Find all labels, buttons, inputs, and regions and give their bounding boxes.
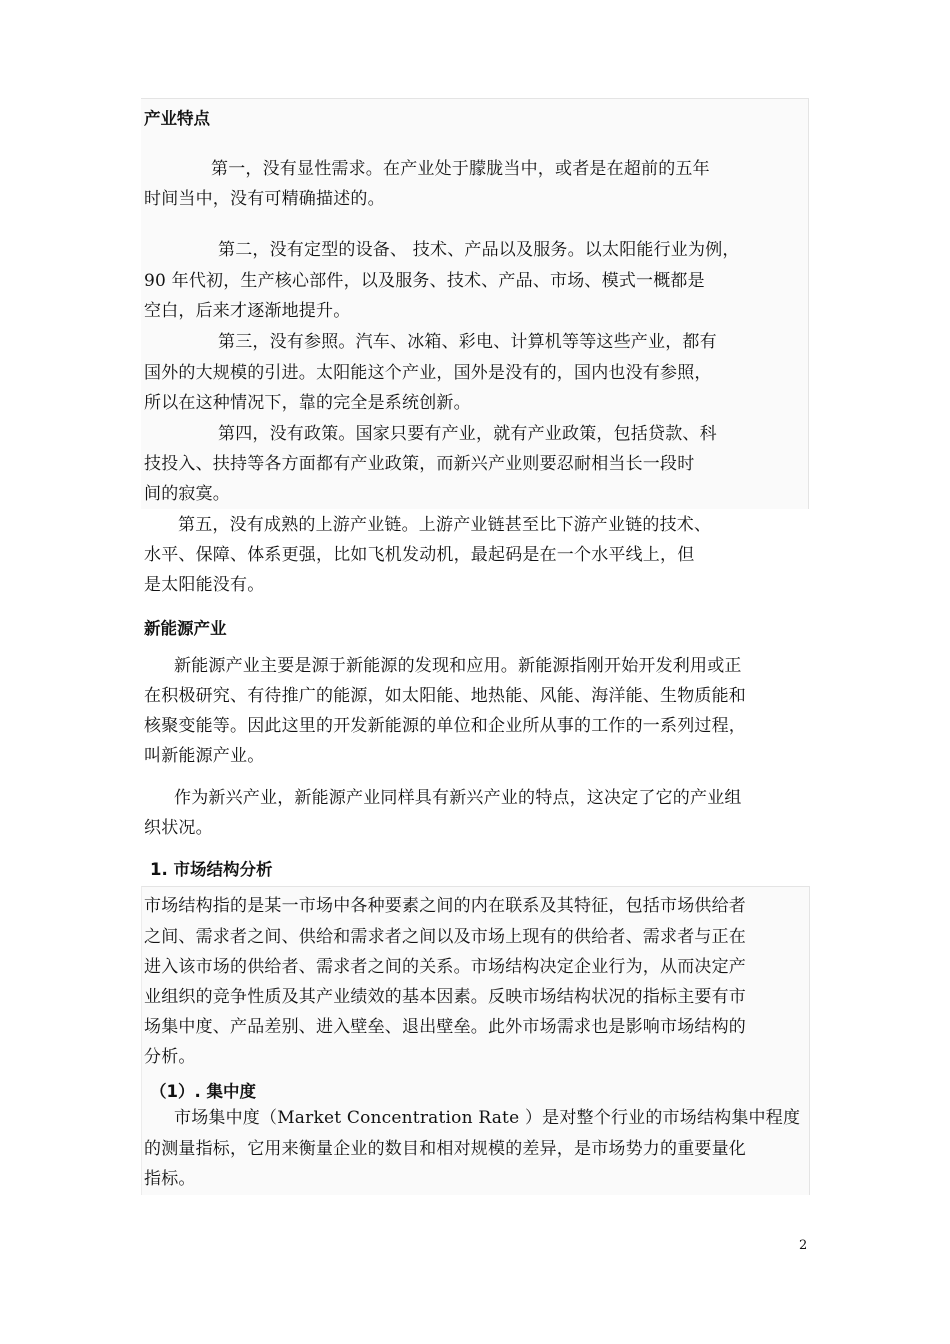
paragraph-line: 的测量指标，它用来衡量企业的数目和相对规模的差异，是市场势力的重要量化: [144, 1139, 746, 1159]
paragraph-line: 是太阳能没有。: [144, 575, 265, 595]
section-heading-industry-features: 产业特点: [144, 109, 210, 128]
paragraph-line: 90 年代初，生产核心部件，以及服务、技术、产品、市场、模式一概都是: [144, 271, 705, 291]
paragraph-line: 之间、需求者之间、供给和需求者之间以及市场上现有的供给者、需求者与正在: [144, 927, 746, 947]
paragraph-line: 叫新能源产业。: [144, 746, 265, 766]
paragraph-line: 第二，没有定型的设备、 技术、产品以及服务。以太阳能行业为例，: [218, 240, 740, 260]
paragraph-line: 技投入、扶持等各方面都有产业政策，而新兴产业则要忍耐相当长一段时: [144, 454, 695, 474]
sub-heading-concentration: （1）. 集中度: [150, 1082, 256, 1101]
section-heading-new-energy: 新能源产业: [144, 619, 227, 638]
paragraph-line: 时间当中，没有可精确描述的。: [144, 189, 385, 209]
paragraph-line: 业组织的竞争性质及其产业绩效的基本因素。反映市场结构状况的指标主要有市: [144, 987, 746, 1007]
paragraph-line: 分析。: [144, 1047, 196, 1067]
paragraph-line: 新能源产业主要是源于新能源的发现和应用。新能源指刚开始开发利用或正: [174, 656, 742, 676]
paragraph-line: 水平、保障、体系更强，比如飞机发动机，最起码是在一个水平线上，但: [144, 545, 695, 565]
paragraph-line: 市场结构指的是某一市场中各种要素之间的内在联系及其特征，包括市场供给者: [144, 896, 746, 916]
page-number: 2: [799, 1238, 808, 1253]
paragraph-line: 间的寂寞。: [144, 484, 230, 504]
paragraph-line: 织状况。: [144, 818, 213, 838]
section-heading-market-structure: 1. 市场结构分析: [150, 860, 273, 879]
paragraph-line: 市场集中度（Market Concentration Rate ）是对整个行业的市场结构集中程度: [174, 1108, 801, 1128]
paragraph-line: 指标。: [144, 1169, 196, 1189]
paragraph-line: 第四，没有政策。国家只要有产业，就有产业政策，包括贷款、科: [218, 424, 717, 444]
paragraph-line: 作为新兴产业，新能源产业同样具有新兴产业的特点，这决定了它的产业组: [174, 788, 742, 808]
paragraph-line: 进入该市场的供给者、需求者之间的关系。市场结构决定企业行为，从而决定产: [144, 957, 746, 977]
paragraph-line: 国外的大规模的引进。太阳能这个产业，国外是没有的，国内也没有参照，: [144, 363, 712, 383]
paragraph-line: 第一，没有显性需求。在产业处于朦胧当中，或者是在超前的五年: [211, 159, 710, 179]
paragraph-line: 空白，后来才逐渐地提升。: [144, 301, 351, 321]
paragraph-line: 第五，没有成熟的上游产业链。上游产业链甚至比下游产业链的技术、: [178, 515, 712, 535]
paragraph-line: 核聚变能等。因此这里的开发新能源的单位和企业所从事的工作的一系列过程，: [144, 716, 746, 736]
paragraph-line: 第三，没有参照。汽车、冰箱、彩电、计算机等等这些产业，都有: [218, 332, 717, 352]
paragraph-line: 场集中度、产品差别、进入壁垒、退出壁垒。此外市场需求也是影响市场结构的: [144, 1017, 746, 1037]
paragraph-line: 所以在这种情况下，靠的完全是系统创新。: [144, 393, 471, 413]
paragraph-line: 在积极研究、有待推广的能源，如太阳能、地热能、风能、海洋能、生物质能和: [144, 686, 746, 706]
